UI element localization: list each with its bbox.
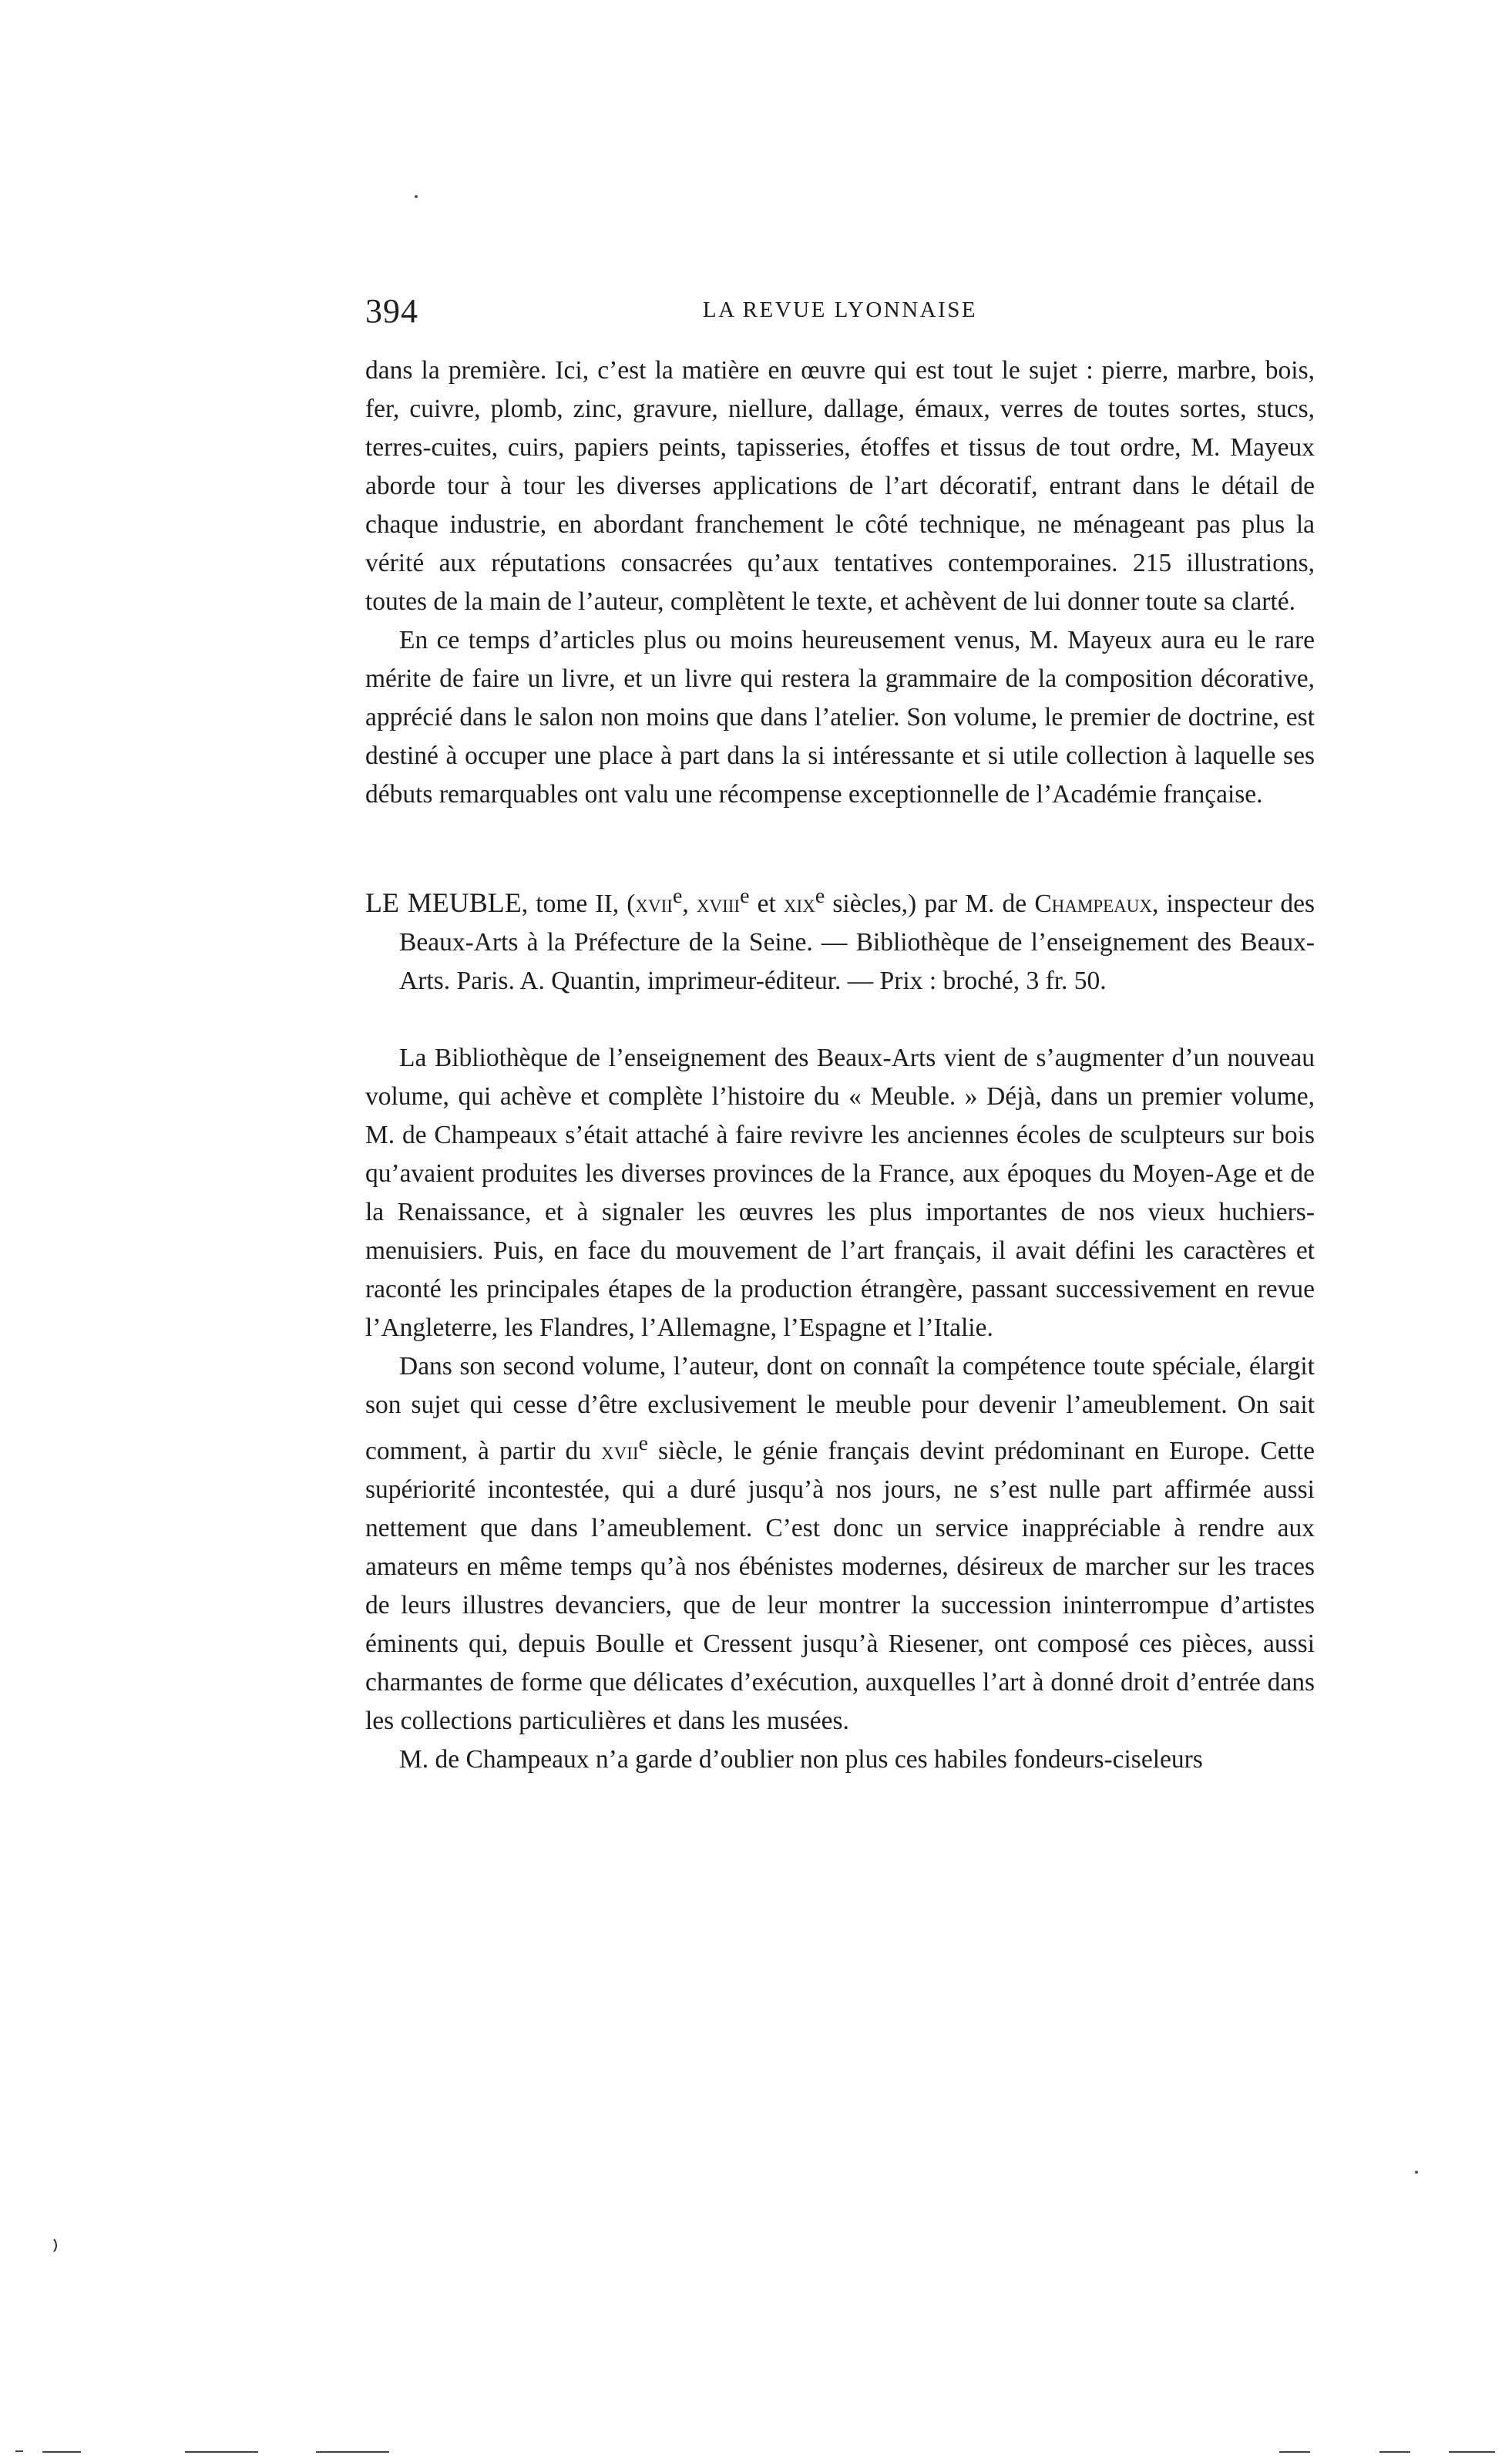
- entry-text: et: [749, 890, 784, 919]
- entry-text: siècles,) par M. de: [825, 890, 1035, 919]
- page-header: [365, 291, 1315, 338]
- century-numeral: xvii: [601, 1437, 639, 1466]
- century-superscript: e: [672, 884, 683, 908]
- paragraph-bibliotheque: La Bibliothèque de l’enseignement des Beaux-Arts vient de s’augmenter d’un nouveau volume, qui achève et complète l’histoire du « Meuble. » Déjà, dans un premier volume, M. de Champeaux s’était attaché à faire revivre les anciennes écoles de sculpteurs sur bois qu’avaient produites les diverses provinces de la France, aux époques du Moyen-Age et de la Renaissance, et à signaler les œuvres les plus importantes de nos vieux huchiers-menuisiers. Puis, en face du mouvement de l’art français, il avait défini les caractères et raconté les principales étapes de la production étrangère, passant successivement en revue l’Angleterre, les Flandres, l’Allemagne, l’Espagne et l’Italie.: [365, 1044, 1315, 1343]
- century-numeral: xvii: [635, 890, 673, 919]
- running-title: LA REVUE LYONNAISE: [702, 298, 978, 322]
- bibliographic-entry: [365, 877, 1315, 1001]
- century-superscript: e: [638, 1431, 648, 1456]
- paragraph-second-volume: [365, 1347, 1315, 1741]
- dust-speck: [415, 195, 418, 198]
- page-number: 394: [365, 292, 418, 330]
- paragraph-fondeurs: M. de Champeaux n’a garde d’oublier non plus ces habiles fondeurs-ciseleurs: [399, 1745, 1203, 1774]
- scan-mark: [54, 2239, 56, 2252]
- entry-title: LE MEUBLE: [365, 887, 522, 919]
- paragraph-text: Dans son second volume, l’auteur, dont on connaît la compétence toute spéciale, élargit son sujet qui cesse d’être exclusivement le meuble pour devenir l’ameublement. On sait comment, à partir du: [365, 1352, 1315, 1466]
- century-numeral: xix: [783, 890, 815, 919]
- entry-author: Champeaux: [1034, 890, 1152, 919]
- dust-speck: [1415, 2171, 1418, 2174]
- paragraph-continued: dans la première. Ici, c’est la matière en œuvre qui est tout le sujet : pierre, marbre, bois, fer, cuivre, plomb, zinc, gravure, niellure, dallage, émaux, verres de toutes sortes, stucs, terres-cuites, cuirs, papiers peints, tapisseries, étoffes et tissus de tout ordre, M. Mayeux aborde tour à tour les diverses applications de l’art décoratif, entrant dans le détail de chaque industrie, en abordant franchement le côté technique, ne ménageant pas plus la vérité aux réputations consacrées qu’aux tentatives contemporaines. 215 illustrations, toutes de la main de l’auteur, complètent le texte, et achèvent de lui donner toute sa clarté.: [365, 356, 1315, 616]
- paragraph-mayeux-conclusion: En ce temps d’articles plus ou moins heureusement venus, M. Mayeux aura eu le rare mérite de faire un livre, et un livre qui restera la grammaire de la composition décorative, apprécié dans le salon non moins que dans l’atelier. Son volume, le premier de doctrine, est destiné à occuper une place à part dans la si intéressante et si utile collection à laquelle ses débuts remarquables ont valu une récompense exceptionnelle de l’Académie française.: [365, 626, 1315, 809]
- entry-text: ,: [682, 890, 697, 919]
- century-superscript: e: [815, 884, 825, 908]
- entry-text: , tome II, (: [521, 890, 636, 919]
- paragraph-text: siècle, le génie français devint prédominant en Europe. Cette supériorité incontestée, qui a duré jusqu’à nos jours, ne s’est nulle part affirmée aussi nettement que dans l’ameublement. C’est donc un service inappréciable à rendre aux amateurs en même temps qu’à nos ébénistes modernes, désireux de marcher sur les traces de leurs illustres devanciers, que de leur montrer la succession ininterrompue d’artistes éminents qui, depuis Boulle et Cressent jusqu’à Riesener, ont composé ces pièces, aussi charmantes de forme que délicates d’exécution, auxquelles l’art à donné droit d’entrée dans les collections particulières et dans les musées.: [365, 1437, 1315, 1736]
- article-text: [365, 351, 1315, 1779]
- entry-text: , inspecteur des Beaux-Arts à la Préfecture de la Seine. — Bibliothèque de l’enseignement des Beaux-Arts. Paris. A. Quantin, imprimeur-éditeur. — Prix : broché, 3 fr. 50.: [399, 890, 1315, 996]
- century-superscript: e: [740, 884, 750, 908]
- century-numeral: xviii: [696, 890, 741, 919]
- bottom-edge-marks: [15, 2451, 1495, 2452]
